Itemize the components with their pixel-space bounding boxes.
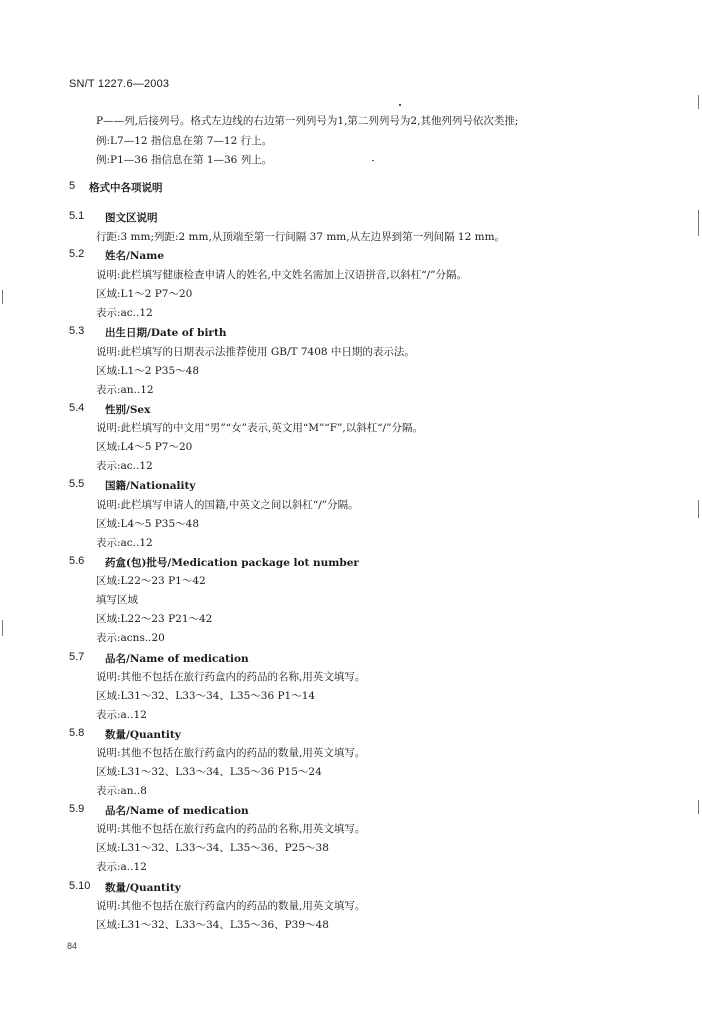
section-line: 表示:ac..12 — [96, 307, 153, 319]
section-title: 出生日期/Date of birth — [105, 327, 227, 339]
section-line: 表示:a..12 — [96, 861, 147, 873]
section-number: 5.9 — [69, 803, 85, 815]
section-number: 5.6 — [69, 555, 85, 567]
scan-edge-mark — [698, 500, 699, 518]
section-line: 区域:L31～32、L33～34、L35～36、P25～38 — [96, 842, 329, 854]
section-title: 姓名/Name — [105, 250, 165, 262]
section-number: 5.7 — [69, 651, 85, 663]
section-line: 说明:其他不包括在旅行药盒内的药品的数量,用英文填写。 — [96, 747, 366, 759]
section-line: 表示:a..12 — [96, 709, 147, 721]
section-title: 数量/Quantity — [105, 729, 181, 741]
section-number: 5.4 — [69, 402, 85, 414]
section-line: 区域:L31～32、L33～34、L35～36 P1～14 — [96, 690, 316, 702]
intro-line: 例:L7—12 指信息在第 7—12 行上。 — [96, 135, 273, 147]
section-line: 填写区域 — [96, 594, 138, 606]
section-line: 区域:L1～2 P35～48 — [96, 365, 199, 377]
section-line: 表示:acns..20 — [96, 632, 165, 644]
scan-edge-mark — [698, 800, 699, 814]
section-title: 国籍/Nationality — [105, 480, 196, 492]
section-line: 区域:L4～5 P35～48 — [96, 518, 199, 530]
section-number: 5.1 — [69, 210, 85, 222]
scan-edge-mark — [698, 210, 699, 236]
intro-line: P——列,后接列号。格式左边线的右边第一列列号为1,第二列列号为2,其他列列号依次类推; — [96, 115, 519, 127]
page-number: 84 — [67, 941, 78, 951]
section-line: 说明:其他不包括在旅行药盒内的药品的名称,用英文填写。 — [96, 671, 366, 683]
document-id-header: SN/T 1227.6—2003 — [69, 78, 170, 90]
section-line: 区域:L1～2 P7～20 — [96, 288, 193, 300]
section-line: 区域:L22～23 P1～42 — [96, 575, 206, 587]
section-line: 区域:L22～23 P21～42 — [96, 613, 213, 625]
section-line: 表示:ac..12 — [96, 537, 153, 549]
section-line: 说明:此栏填写的中文用“男”“女”表示,英文用“M”“F”,以斜杠“/”分隔。 — [96, 422, 423, 434]
section-line: 表示:an..12 — [96, 384, 154, 396]
section-line: 说明:此栏填写的日期表示法推荐使用 GB/T 7408 中日期的表示法。 — [96, 346, 415, 358]
scan-edge-mark — [2, 620, 3, 636]
section-number: 5.3 — [69, 325, 85, 337]
section-title: 数量/Quantity — [105, 882, 181, 894]
section-line: 说明:其他不包括在旅行药盒内的药品的数量,用英文填写。 — [96, 900, 366, 912]
section-line: 区域:L4～5 P7～20 — [96, 441, 193, 453]
section-title: 药盒(包)批号/Medication package lot number — [105, 557, 359, 569]
section-line: 表示:an..8 — [96, 785, 147, 797]
section-number: 5.5 — [69, 478, 85, 490]
section-title: 品名/Name of medication — [105, 805, 249, 817]
intro-line: 例:P1—36 指信息在第 1—36 列上。 — [96, 154, 273, 166]
section-number: 5.8 — [69, 727, 85, 739]
scan-edge-mark — [698, 95, 699, 109]
section-number: 5.10 — [69, 880, 91, 892]
section-title: 图文区说明 — [105, 212, 158, 224]
chapter-number: 5 — [69, 180, 76, 192]
section-line: 表示:ac..12 — [96, 460, 153, 472]
section-line: 说明:此栏填写健康检查申请人的姓名,中文姓名需加上汉语拼音,以斜杠“/”分隔。 — [96, 269, 467, 281]
section-line: 行距:3 mm;列距:2 mm,从顶端至第一行间隔 37 mm,从左边界到第一列间隔 12 mm。 — [96, 231, 506, 243]
chapter-title: 格式中各项说明 — [89, 182, 163, 194]
section-number: 5.2 — [69, 248, 85, 260]
section-line: 说明:此栏填写申请人的国籍,中英文之间以斜杠“/”分隔。 — [96, 499, 359, 511]
scan-speck — [372, 160, 374, 161]
section-line: 区域:L31～32、L33～34、L35～36 P15～24 — [96, 766, 322, 778]
section-title: 品名/Name of medication — [105, 653, 249, 665]
section-line: 区域:L31～32、L33～34、L35～36、P39～48 — [96, 919, 329, 931]
section-title: 性别/Sex — [105, 404, 151, 416]
scan-edge-mark — [2, 290, 3, 304]
section-line: 说明:其他不包括在旅行药盒内的药品的名称,用英文填写。 — [96, 823, 366, 835]
scan-speck — [399, 104, 401, 106]
